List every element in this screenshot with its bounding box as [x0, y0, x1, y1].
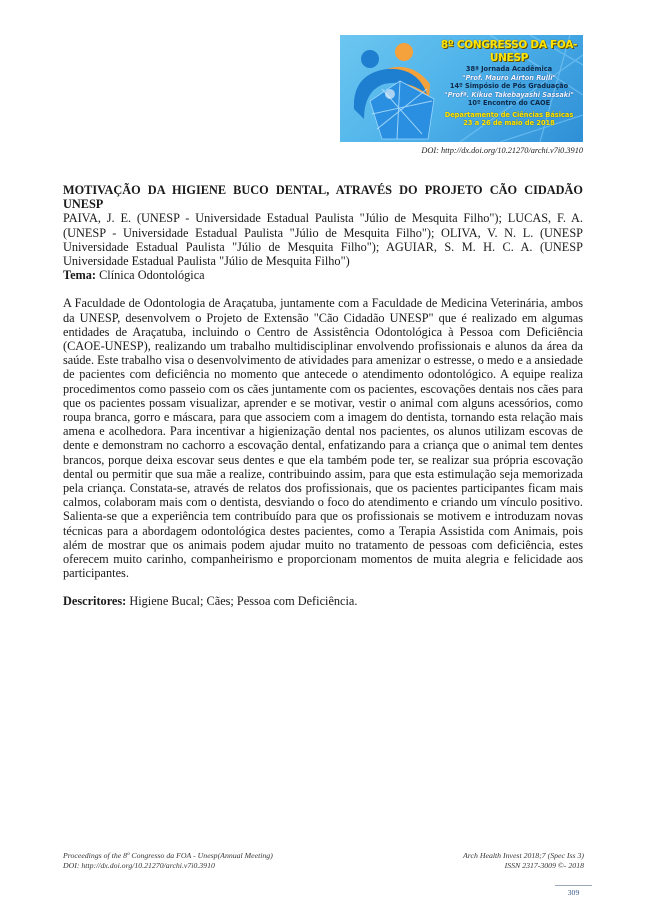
footer-proceedings: [63, 851, 273, 871]
banner-line: 38ª Jornada Acadêmica: [465, 65, 553, 73]
footer-proceedings-title: Proceedings of the 8º Congresso da FOA - Unesp(Annual Meeting): [63, 851, 273, 860]
banner-dates: 23 a 26 de maio de 2018: [463, 118, 555, 127]
banner-department-name: Departamento de Ciências Básicas: [444, 110, 574, 119]
banner-text: [436, 39, 582, 127]
page-number-rule: [555, 885, 592, 886]
theme-value: Clínica Odontológica: [96, 268, 205, 283]
banner-line: 10º Encontro do CAOE: [467, 99, 551, 108]
banner-department: [436, 111, 582, 127]
banner-line: 14º Simpósio de Pós Graduação: [449, 82, 569, 91]
footer-journal-citation: Arch Health Invest 2018;7 (Spec Iss 3): [463, 851, 584, 860]
article-abstract: A Faculdade de Odontologia de Araçatuba, juntamente com a Faculdade de Medicina Veterinária, ambos da UNESP, desenvolvem o Projeto de Extensão "Cão Cidadão UNESP" que é realizado em algumas entidades de Araçatuba, incluindo o Centro de Assistência Odontológica à Pessoa com Deficiência (CAOE-UNESP), realizando um trabalho multidisciplinar envolvendo profissionais e alunos da área da saúde. Este trabalho visa o desenvolvimento de atividades para amenizar o estresse, o medo e a ansiedade de pacientes com deficiência no momento que antecede o atendimento odontológico. A equipe realiza procedimentos como passeio com os cães juntamente com os pacientes, escovações dentais nos cães para que os pacientes possam visualizar, aprender e se motivar, vestir o animal com alguns acessórios, como roupa branca, gorro e máscara, para que associem com a imagem do dentista, tornando esta relação mais amena e acolhedora. Para incentivar a higienização dental nos pacientes, os alunos utilizam escovas de dente e demonstram no cachorro a escovação dental, enfatizando para a criança que o animal tem dentes brancos, porque deixa escovar seus dentes e que ela também pode ter, se realizar sua própria escovação dental ou permitir que sua mãe a realize, contribuindo assim, para que esta estimulação seja memorizada pela criança. Constata-se, através de relatos dos profissionais, que os pacientes participantes ficam mais calmos, colaboram mais com o dentista, desviando o foco do atendimento e criando um vínculo positivo. Salienta-se que a experiência tem contribuído para que os profissionais se motivem e introduzam novas técnicas para a abordagem odontológica destes pacientes, como a Terapia Assistida com Animais, pois além de mostrar que os animais podem ajudar muito no tratamento de pessoas com deficiência, estes oferecem muito carinho, companheirismo e proporcionam momentos de muita alegria e felicidade aos participantes.: [63, 296, 583, 581]
footer-doi[interactable]: DOI: http://dx.doi.org/10.21270/archi.v7i0.3910: [63, 861, 215, 870]
article-keywords: [63, 594, 583, 608]
banner-line: "Profª. Kikue Takebayashi Sassaki": [444, 90, 574, 99]
theme-label: Tema:: [63, 268, 97, 283]
keywords-value: Higiene Bucal; Cães; Pessoa com Deficiência.: [126, 594, 358, 609]
conference-banner: [340, 35, 583, 142]
article-content: [63, 183, 583, 609]
keywords-label: Descritores:: [63, 594, 127, 609]
page-number: 309: [567, 888, 580, 897]
congress-logo-icon: [342, 39, 442, 142]
footer-journal: [440, 851, 584, 871]
footer-issn: ISSN 2317-3009 ©- 2018: [504, 861, 584, 870]
article-theme: [63, 268, 583, 282]
banner-line: "Prof. Mauro Airton Rulli": [462, 73, 556, 82]
article-title: MOTIVAÇÃO DA HIGIENE BUCO DENTAL, ATRAVÉS DO PROJETO CÃO CIDADÃO UNESP: [63, 183, 583, 212]
doi-header[interactable]: DOI: http://dx.doi.org/10.21270/archi.v7i0.3910: [421, 146, 583, 155]
banner-title: 8º CONGRESSO DA FOA-UNESP: [440, 39, 578, 64]
article-authors: PAIVA, J. E. (UNESP - Universidade Estadual Paulista "Júlio de Mesquita Filho"); LUCAS, F. A. (UNESP - Universidade Estadual Paulista "Júlio de Mesquita Filho"); OLIVA, V. N. L. (UNESP Universidade Estadual Paulista "Júlio de Mesquita Filho"); AGUIAR, S. M. H. C. A. (UNESP Universidade Estadual Paulista "Júlio de Mesquita Filho"): [63, 211, 583, 269]
